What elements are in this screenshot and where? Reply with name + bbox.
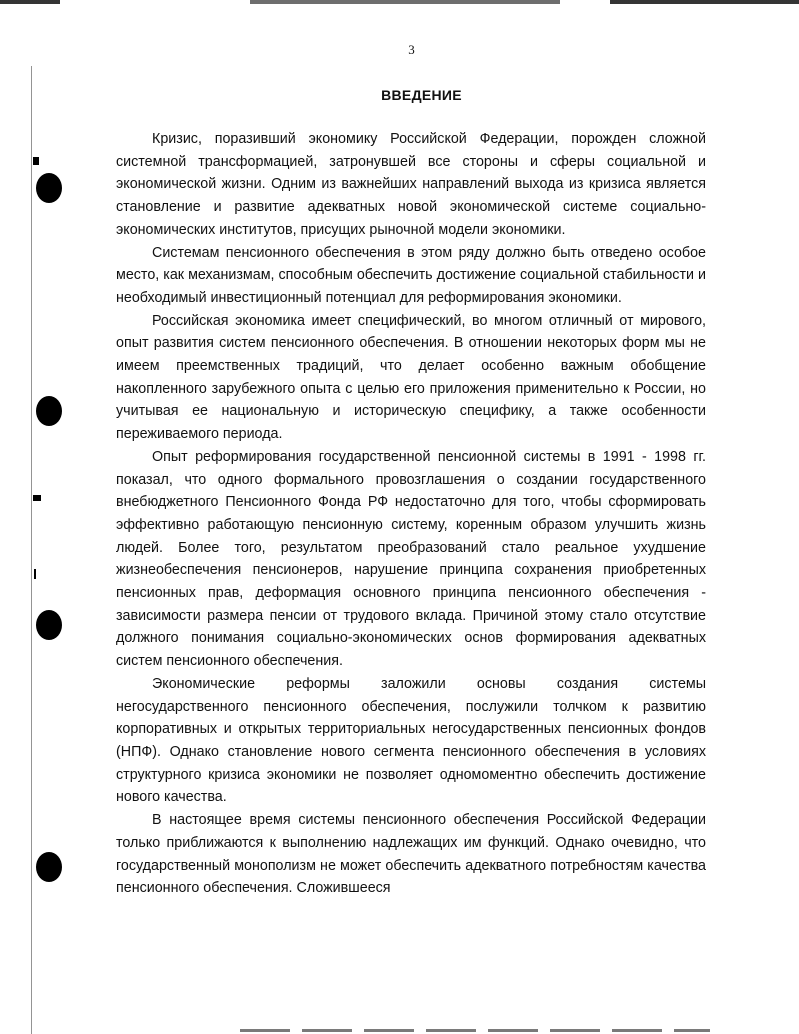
margin-rule <box>31 66 32 1034</box>
scan-speck <box>34 569 36 579</box>
page-number: 3 <box>408 42 415 57</box>
paragraph: Опыт реформирования государственной пенсионной системы в 1991 - 1998 гг. показал, что одного формального провозглашения о создании государственного внебюджетного Пенсионного Фонда РФ недостаточно для того, чтобы сформировать эффективно работающую пенсионную систему, коренным образом улучшить жизнь людей. Более того, результатом преобразований стало реальное ухудшение жизнеобеспечения пенсионеров, нарушение принципа сохранения приобретенных пенсионных прав, деформация основного принципа пенсионного обеспечения - зависимости размера пенсии от трудового вклада. Причиной этому стало отсутствие должного понимания социально-экономических основ формирования адекватных систем пенсионного обеспечения. <box>116 448 706 670</box>
scan-edge-top <box>0 0 799 4</box>
scan-speck <box>33 495 41 501</box>
punch-hole <box>36 610 62 640</box>
punch-hole <box>36 852 62 882</box>
page-title: ВВЕДЕНИЕ <box>381 87 462 103</box>
punch-hole <box>36 396 62 426</box>
paragraph: В настоящее время системы пенсионного обеспечения Российской Федерации только приближаются к выполнению надлежащих им функций. Однако очевидно, что государственный монополизм не может обеспечить адекватного потребностям качества пенсионного обеспечения. Сложившееся <box>116 812 706 897</box>
paragraph: Российская экономика имеет специфический, во многом отличный от мирового, опыт развития систем пенсионного обеспечения. В отношении некоторых форм мы не имеем преемственных традиций, что делает особенно важным обобщение накопленного зарубежного опыта с целью его приложения применительно к России, но учитывая ее национальную и историческую специфику, а также особенности переживаемого периода. <box>116 312 706 443</box>
scan-edge-bottom <box>240 1029 710 1032</box>
paragraph: Кризис, поразивший экономику Российской Федерации, порожден сложной системной трансформацией, затронувшей все стороны и сферы социальной и экономической жизни. Одним из важнейших направлений выхода из кризиса является становление и развитие адекватных новой экономической системе социально-экономических институтов, присущих рыночной модели экономики. <box>116 131 706 238</box>
punch-hole <box>36 173 62 203</box>
body-text <box>116 128 706 900</box>
scan-speck <box>33 157 39 165</box>
paragraph: Экономические реформы заложили основы создания системы негосударственного пенсионного обеспечения, послужили толчком к развитию корпоративных и открытых территориальных негосударственных пенсионных фондов (НПФ). Однако становление нового сегмента пенсионного обеспечения в условиях структурного кризиса экономики не позволяет одномоментно обеспечить достижение нового качества. <box>116 675 706 806</box>
paragraph: Системам пенсионного обеспечения в этом ряду должно быть отведено особое место, как механизмам, способным обеспечить достижение социальной стабильности и необходимый инвестиционный потенциал для реформирования экономики. <box>116 244 706 306</box>
